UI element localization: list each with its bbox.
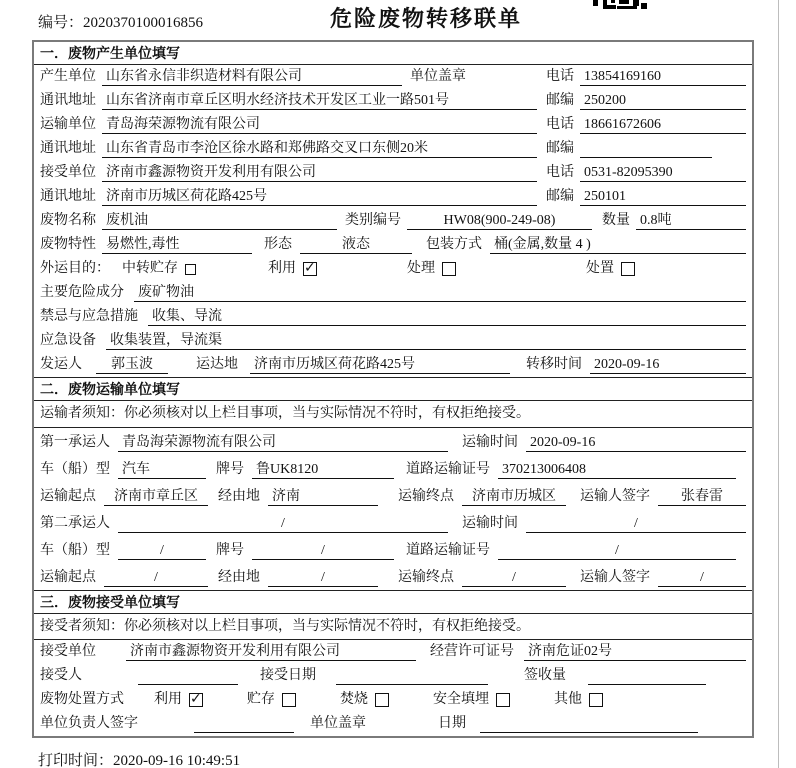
page-edge-line xyxy=(778,0,779,768)
shipper-label: 发运人 xyxy=(40,357,82,372)
producer-address-value: 山东省济南市章丘区明水经济技术开发区工业一路501号 xyxy=(102,92,537,110)
print-time-label: 打印时间： xyxy=(38,753,114,768)
plate2-value: / xyxy=(252,542,394,560)
waste-name-value: 废机油 xyxy=(102,212,337,230)
disposal-option-use xyxy=(154,691,203,709)
accept-date-label: 接受日期 xyxy=(260,668,316,683)
waste-quantity-label: 数量 xyxy=(602,213,630,228)
emergency-value: 收集、导流 xyxy=(148,308,746,326)
row-shipping xyxy=(34,353,752,377)
transporter-notice-text: 运输者须知：你必须核对以上栏目事项，当与实际情况不符时，有权拒绝接受。 xyxy=(40,406,530,421)
transporter-address-label: 通讯地址 xyxy=(40,141,96,156)
vehicle1-value: 汽车 xyxy=(118,461,206,479)
receiver-notice-text: 接受者须知：你必须核对以上栏目事项，当与实际情况不符时，有权拒绝接受。 xyxy=(40,618,530,634)
waste-name-label: 废物名称 xyxy=(40,213,96,228)
hazard-label: 主要危险成分 xyxy=(40,285,124,300)
responsible-sign-label: 单位负责人签字 xyxy=(40,716,138,731)
permit1-value: 370213006408 xyxy=(498,461,736,479)
route2-start-label: 运输起点 xyxy=(40,570,96,585)
row-receipt xyxy=(34,664,752,688)
waste-form-label: 形态 xyxy=(264,237,292,252)
row-route1 xyxy=(34,482,752,509)
disposal-incineration-checkbox[interactable] xyxy=(375,693,389,707)
row-accept-unit xyxy=(34,640,752,664)
treat-checkbox[interactable] xyxy=(442,262,456,276)
transporter-address-value: 山东省青岛市李沧区徐水路和郑佛路交叉口东侧20米 xyxy=(102,140,537,158)
transporter-label: 运输单位 xyxy=(40,117,96,132)
waste-traits-label: 废物特性 xyxy=(40,237,96,252)
waste-category-value: HW08(900-249-08) xyxy=(407,212,592,230)
disposal-other-checkbox[interactable] xyxy=(589,693,603,707)
carrier1-value: 青岛海荣源物流有限公司 xyxy=(118,434,448,452)
disposal-use-checkbox[interactable] xyxy=(189,693,203,707)
producer-post-value: 250200 xyxy=(580,92,746,110)
transfer-time-value: 2020-09-16 xyxy=(590,356,746,374)
dispose-checkbox[interactable] xyxy=(621,262,635,276)
equipment-value: 收集装置，导流渠 xyxy=(106,332,746,350)
transporter-phone-value: 18661672606 xyxy=(580,116,746,134)
row-transfer-purpose xyxy=(34,257,752,281)
waste-quantity-value: 0.8吨 xyxy=(636,212,746,230)
disposal-option-landfill xyxy=(433,691,510,709)
disposal-option-other xyxy=(554,691,603,709)
row-receiver-address xyxy=(34,185,752,209)
route2-end-label: 运输终点 xyxy=(398,570,454,585)
carrier2-time-value: / xyxy=(526,515,746,533)
row-route2 xyxy=(34,563,752,590)
checkbox-label: 其他 xyxy=(554,692,582,707)
serial-label: 编号： xyxy=(38,15,84,31)
row-transporter-address xyxy=(34,137,752,161)
carrier1-label: 第一承运人 xyxy=(40,435,110,450)
serial-value: 2020370100016856 xyxy=(83,15,204,31)
route1-start-label: 运输起点 xyxy=(40,489,96,504)
accept-unit-label: 接受单位 xyxy=(40,644,96,659)
route1-end-value: 济南市历城区 xyxy=(462,488,566,506)
disposal-option-storage xyxy=(247,691,296,709)
carrier1-time-label: 运输时间 xyxy=(462,435,518,450)
disposal-storage-checkbox[interactable] xyxy=(282,693,296,707)
row-transporter xyxy=(34,113,752,137)
vehicle2-value: / xyxy=(118,542,206,560)
producer-value: 山东省永信非织造材料有限公司 xyxy=(102,68,402,86)
permit1-label: 道路运输证号 xyxy=(406,462,490,477)
route1-end-label: 运输终点 xyxy=(398,489,454,504)
row-vehicle1 xyxy=(34,455,752,482)
producer-address-label: 通讯地址 xyxy=(40,93,96,108)
accept-unit-value: 济南市鑫源物资开发利用有限公司 xyxy=(126,643,416,661)
row-waste-traits xyxy=(34,233,752,257)
checkbox-label: 安全填埋 xyxy=(433,692,489,707)
signed-amount-label: 签收量 xyxy=(524,668,566,683)
section3-title: 三．废物接受单位填写 xyxy=(34,590,752,614)
checkbox-label: 贮存 xyxy=(247,692,275,707)
accept-date-value xyxy=(336,667,488,685)
row-transporter-notice xyxy=(34,401,752,428)
qr-code-fragment xyxy=(593,0,649,10)
transporter-post-label: 邮编 xyxy=(546,141,574,156)
accept-person-label: 接受人 xyxy=(40,668,82,683)
route1-via-label: 经由地 xyxy=(218,489,260,504)
carrier2-time-label: 运输时间 xyxy=(462,516,518,531)
carrier2-label: 第二承运人 xyxy=(40,516,110,531)
responsible-sign-value xyxy=(194,715,294,733)
receiver-post-value: 250101 xyxy=(580,188,746,206)
receiver-label: 接受单位 xyxy=(40,165,96,180)
row-hazard-component xyxy=(34,281,752,305)
checkbox-label: 利用 xyxy=(154,692,182,707)
shipper-value: 郭玉波 xyxy=(96,356,168,374)
carrier2-value: / xyxy=(118,515,448,533)
purpose-option-dispose xyxy=(586,260,635,278)
unit-seal-label: 单位盖章 xyxy=(410,69,466,84)
carrier1-time-value: 2020-09-16 xyxy=(526,434,746,452)
purpose-option-transfer-storage xyxy=(122,260,196,278)
print-time xyxy=(38,749,240,768)
route2-via-value: / xyxy=(268,569,378,587)
row-carrier2 xyxy=(34,509,752,536)
manifest-form xyxy=(32,40,754,738)
packing-value: 桶(金属,数量 4 ) xyxy=(490,236,746,254)
unit-seal-label-2: 单位盖章 xyxy=(310,716,366,731)
row-receiver-notice xyxy=(34,614,752,640)
row-emergency-measures xyxy=(34,305,752,329)
transfer-storage-checkbox[interactable] xyxy=(185,264,196,275)
plate2-label: 牌号 xyxy=(216,543,244,558)
route2-via-label: 经由地 xyxy=(218,570,260,585)
producer-label: 产生单位 xyxy=(40,69,96,84)
disposal-option-incineration xyxy=(340,691,389,709)
receiver-post-label: 邮编 xyxy=(546,189,574,204)
vehicle2-label: 车（船）型 xyxy=(40,543,110,558)
receiver-phone-value: 0531-82095390 xyxy=(580,164,746,182)
row-responsible-sign xyxy=(34,712,752,736)
permit2-label: 道路运输证号 xyxy=(406,543,490,558)
transporter-value: 青岛海荣源物流有限公司 xyxy=(102,116,537,134)
row-waste-name xyxy=(34,209,752,233)
producer-post-label: 邮编 xyxy=(546,93,574,108)
route2-start-value: / xyxy=(104,569,208,587)
plate1-value: 鲁UK8120 xyxy=(252,461,394,479)
route2-sign-label: 运输人签字 xyxy=(580,570,650,585)
receiver-address-value: 济南市历城区荷花路425号 xyxy=(102,188,537,206)
seal-date-value xyxy=(480,715,698,733)
waste-form-value: 液态 xyxy=(300,236,412,254)
producer-phone-label: 电话 xyxy=(546,69,574,84)
purpose-option-use xyxy=(268,260,317,278)
hazard-value: 废矿物油 xyxy=(134,284,746,302)
license-label: 经营许可证号 xyxy=(430,644,514,659)
route1-sign-value: 张春雷 xyxy=(658,488,746,506)
row-emergency-equipment xyxy=(34,329,752,353)
row-producer-address xyxy=(34,89,752,113)
checkbox-label: 焚烧 xyxy=(340,692,368,707)
page-title: 危险废物转移联单 xyxy=(330,6,523,31)
checkbox-label: 处置 xyxy=(586,261,614,276)
row-carrier1 xyxy=(34,428,752,455)
accept-person-value xyxy=(138,667,238,685)
receiver-phone-label: 电话 xyxy=(546,165,574,180)
row-receiver xyxy=(34,161,752,185)
route1-via-value: 济南 xyxy=(268,488,378,506)
waste-traits-value: 易燃性,毒性 xyxy=(102,236,252,254)
purpose-option-treat xyxy=(407,260,456,278)
producer-phone-value: 13854169160 xyxy=(580,68,746,86)
checkbox-label: 利用 xyxy=(268,261,296,276)
seal-date-label: 日期 xyxy=(438,716,466,731)
destination-value: 济南市历城区荷花路425号 xyxy=(250,356,510,374)
use-checkbox[interactable] xyxy=(303,262,317,276)
disposal-landfill-checkbox[interactable] xyxy=(496,693,510,707)
disposal-label: 废物处置方式 xyxy=(40,692,124,707)
receiver-address-label: 通讯地址 xyxy=(40,189,96,204)
packing-label: 包装方式 xyxy=(426,237,482,252)
plate1-label: 牌号 xyxy=(216,462,244,477)
serial-number xyxy=(38,11,203,32)
row-vehicle2 xyxy=(34,536,752,563)
purpose-label: 外运目的： xyxy=(40,261,110,276)
waste-category-label: 类别编号 xyxy=(345,213,401,228)
permit2-value: / xyxy=(498,542,736,560)
signed-amount-value xyxy=(588,667,706,685)
receiver-value: 济南市鑫源物资开发利用有限公司 xyxy=(102,164,537,182)
route2-sign-value: / xyxy=(658,569,746,587)
print-time-value: 2020-09-16 10:49:51 xyxy=(113,753,241,768)
section2-title: 二．废物运输单位填写 xyxy=(34,377,752,401)
route2-end-value: / xyxy=(462,569,566,587)
checkbox-label: 中转贮存 xyxy=(122,261,178,276)
section1-title: 一．废物产生单位填写 xyxy=(34,42,752,65)
row-disposal-method xyxy=(34,688,752,712)
route1-sign-label: 运输人签字 xyxy=(580,489,650,504)
vehicle1-label: 车（船）型 xyxy=(40,462,110,477)
route1-start-value: 济南市章丘区 xyxy=(104,488,208,506)
destination-label: 运达地 xyxy=(196,357,238,372)
transporter-post-value xyxy=(580,140,712,158)
row-producer xyxy=(34,65,752,89)
transfer-time-label: 转移时间 xyxy=(526,357,582,372)
equipment-label: 应急设备 xyxy=(40,333,96,348)
transporter-phone-label: 电话 xyxy=(546,117,574,132)
license-value: 济南危证02号 xyxy=(524,643,746,661)
emergency-label: 禁忌与应急措施 xyxy=(40,309,138,324)
checkbox-label: 处理 xyxy=(407,261,435,276)
